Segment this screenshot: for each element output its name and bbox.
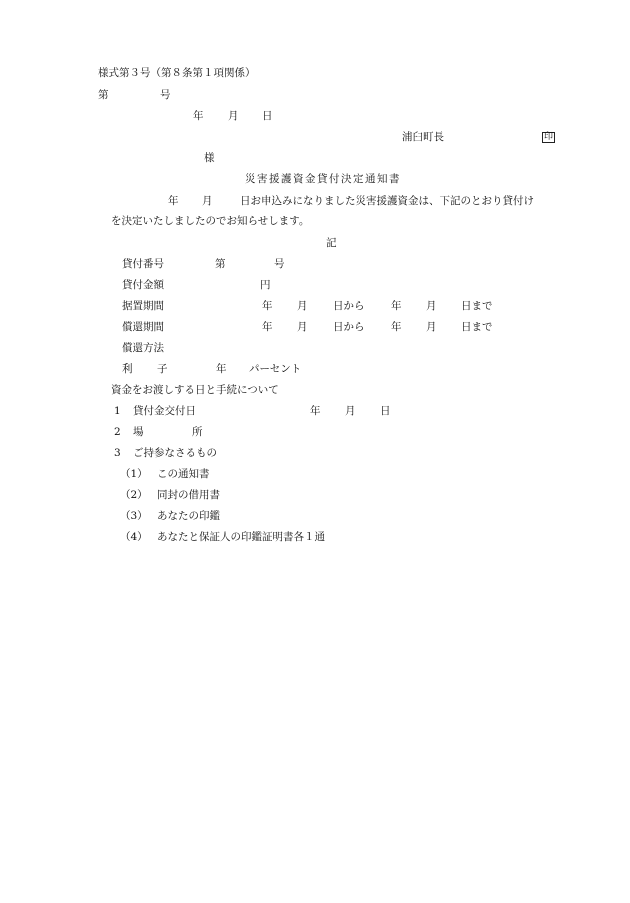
deferment-year-2: 年 bbox=[391, 300, 402, 312]
delivery-year: 年 bbox=[310, 405, 321, 417]
repayment-month-2: 月 bbox=[426, 321, 437, 333]
body-line2: を決定いたしましたのでお知らせします。 bbox=[111, 215, 310, 227]
document-title: 災害援護資金貸付決定通知書 bbox=[245, 173, 401, 185]
subitem-text: この通知書 bbox=[157, 468, 210, 480]
deferment-month-2: 月 bbox=[426, 300, 437, 312]
deferment-year-1: 年 bbox=[262, 300, 273, 312]
procedure-item-1-number: 1 bbox=[114, 405, 121, 417]
deferment-month-1: 月 bbox=[297, 300, 308, 312]
procedure-item-2-number: 2 bbox=[114, 426, 121, 438]
place-label-2: 所 bbox=[192, 426, 203, 438]
date-month: 月 bbox=[228, 110, 239, 122]
procedure-heading: 資金をお渡しする日と手続について bbox=[111, 384, 279, 396]
procedure-item-3-number: 3 bbox=[114, 447, 121, 459]
recipient-honorific: 様 bbox=[204, 152, 215, 164]
interest-label-1: 利 bbox=[122, 363, 133, 375]
interest-label-2: 子 bbox=[157, 363, 168, 375]
ki-heading: 記 bbox=[326, 237, 337, 249]
number-prefix: 第 bbox=[98, 89, 109, 101]
repayment-period-label: 償還期間 bbox=[122, 321, 164, 333]
repayment-year-1: 年 bbox=[262, 321, 273, 333]
loan-amount-unit: 円 bbox=[260, 279, 271, 291]
place-label-1: 場 bbox=[133, 426, 144, 438]
subitem-text: あなたと保証人の印鑑証明書各１通 bbox=[157, 531, 325, 543]
subitem-number: （2） bbox=[120, 489, 148, 501]
repayment-year-2: 年 bbox=[391, 321, 402, 333]
items-to-bring-label: ご持参なさるもの bbox=[133, 447, 217, 459]
deferment-from: 日から bbox=[333, 300, 365, 312]
subitem-text: 同封の借用書 bbox=[157, 489, 220, 501]
interest-percent: パーセント bbox=[249, 363, 302, 375]
deferment-period-label: 据置期間 bbox=[122, 300, 164, 312]
loan-number-suffix: 号 bbox=[274, 258, 285, 270]
body-year: 年 bbox=[168, 195, 179, 207]
delivery-date-label: 貸付金交付日 bbox=[133, 405, 196, 417]
repayment-from: 日から bbox=[333, 321, 365, 333]
subitem-number: （4） bbox=[120, 531, 148, 543]
issuer-label: 浦臼町長 bbox=[402, 131, 444, 143]
loan-amount-label: 貸付金額 bbox=[122, 279, 164, 291]
number-suffix: 号 bbox=[160, 89, 171, 101]
subitem-text: あなたの印鑑 bbox=[157, 510, 220, 522]
seal-mark: 印 bbox=[544, 132, 554, 142]
subitem-number: （1） bbox=[120, 468, 148, 480]
date-year: 年 bbox=[193, 110, 204, 122]
deferment-until: 日まで bbox=[461, 300, 493, 312]
form-label: 様式第３号（第８条第１項関係） bbox=[98, 67, 256, 79]
delivery-day: 日 bbox=[380, 405, 391, 417]
loan-number-label: 貸付番号 bbox=[122, 258, 164, 270]
repayment-month-1: 月 bbox=[297, 321, 308, 333]
repayment-until: 日まで bbox=[461, 321, 493, 333]
delivery-month: 月 bbox=[345, 405, 356, 417]
body-line1: 日お申込みになりました災害援護資金は、下記のとおり貸付け bbox=[240, 195, 534, 207]
body-month: 月 bbox=[202, 195, 213, 207]
date-day: 日 bbox=[262, 110, 273, 122]
repayment-method-label: 償還方法 bbox=[122, 342, 164, 354]
loan-number-prefix: 第 bbox=[215, 258, 226, 270]
subitem-number: （3） bbox=[120, 510, 148, 522]
interest-year: 年 bbox=[216, 363, 227, 375]
